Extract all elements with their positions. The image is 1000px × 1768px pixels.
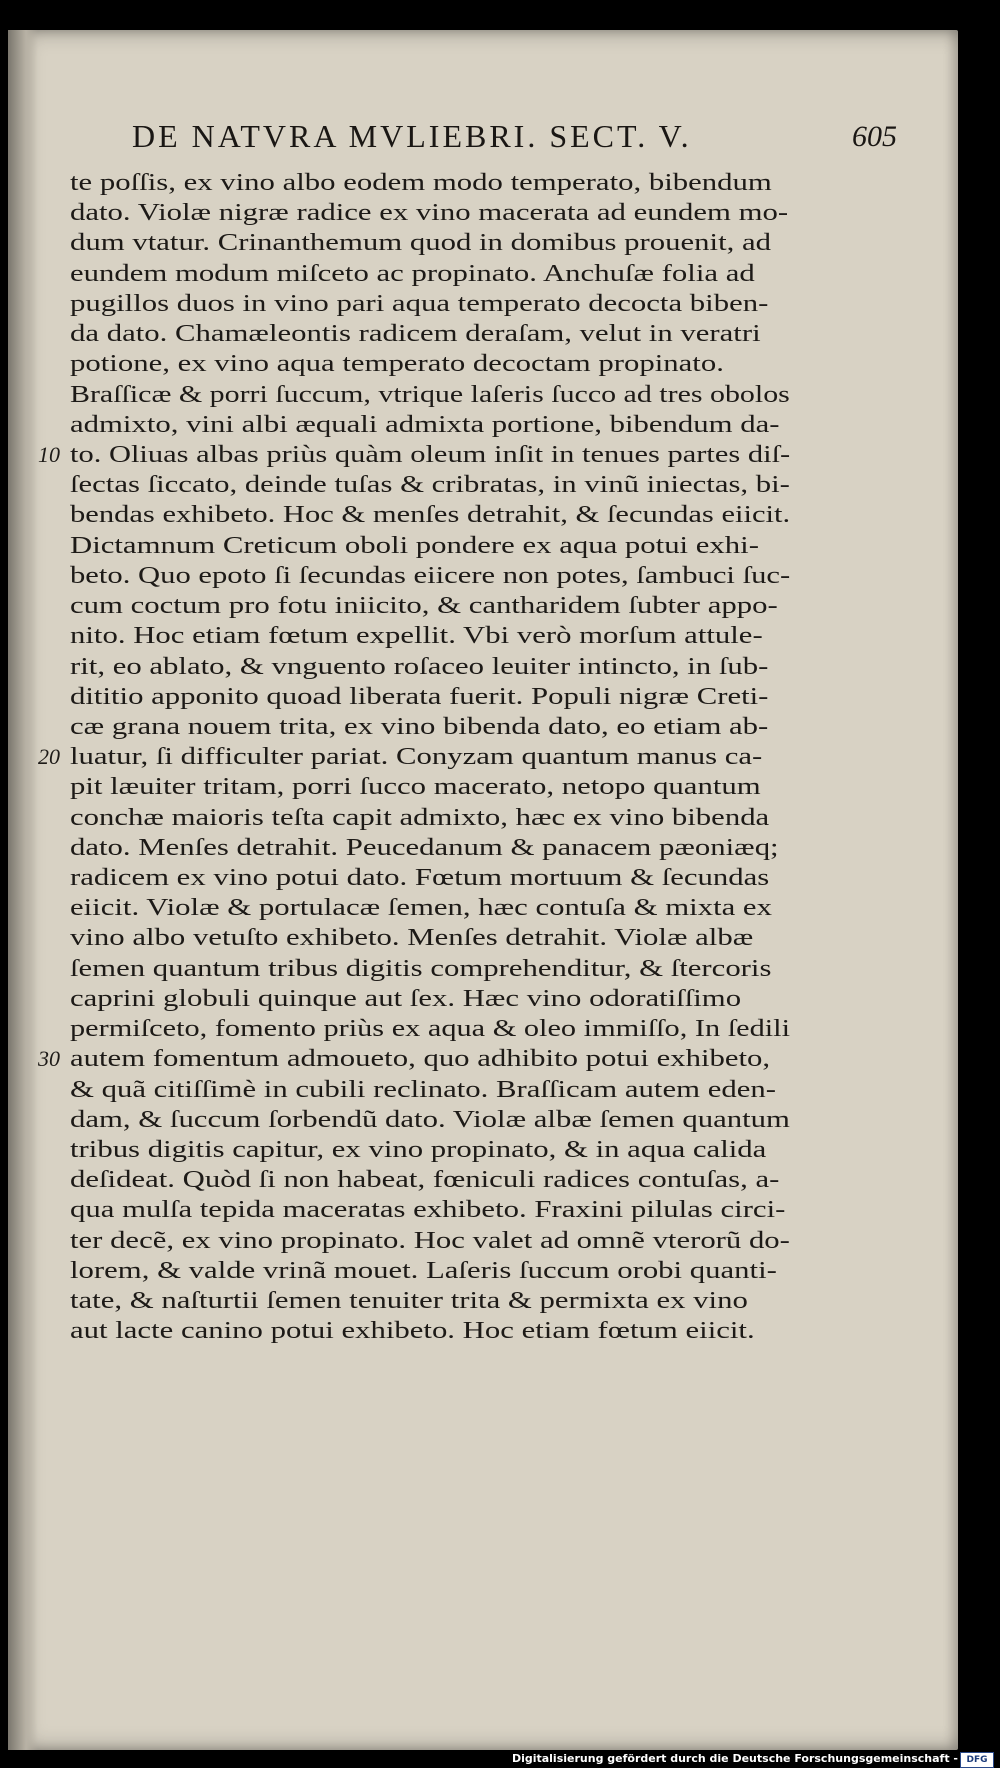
page-number: 605 bbox=[852, 120, 897, 153]
page-body-text bbox=[38, 168, 791, 1347]
text-line bbox=[70, 561, 790, 591]
text-line bbox=[70, 319, 790, 349]
text-line bbox=[70, 591, 790, 621]
line-number: 20 bbox=[38, 744, 60, 770]
text-line bbox=[70, 863, 790, 893]
text-line bbox=[70, 198, 790, 228]
page-header bbox=[132, 118, 932, 158]
text-line bbox=[38, 742, 790, 772]
text-line bbox=[70, 712, 790, 742]
text-line bbox=[70, 1316, 790, 1346]
text-line bbox=[70, 1014, 790, 1044]
text-line bbox=[70, 682, 790, 712]
line-text: dum vtatur. Crinanthemum quod in domibus prouenit, ad bbox=[70, 229, 772, 257]
line-text: bendas exhibeto. Hoc & menſes detrahit, & ſecundas eiicit. bbox=[70, 501, 791, 529]
line-text: dato. Menſes detrahit. Peucedanum & panacem pæoniæq; bbox=[70, 833, 779, 861]
digitization-credit-bar bbox=[0, 1750, 1000, 1768]
line-number: 30 bbox=[38, 1046, 60, 1072]
text-line bbox=[70, 289, 790, 319]
text-line bbox=[70, 228, 790, 258]
text-line bbox=[70, 1135, 790, 1165]
text-line bbox=[38, 1044, 790, 1074]
line-text: qua mulſa tepida maceratas exhibeto. Fraxini pilulas circi- bbox=[70, 1196, 786, 1224]
line-text: to. Oliuas albas priùs quàm oleum inſit in tenues partes diſ- bbox=[70, 440, 791, 468]
line-text: eiicit. Violæ & portulacæ ſemen, hæc contuſa & mixta ex bbox=[70, 894, 772, 922]
text-line bbox=[70, 1286, 790, 1316]
text-line bbox=[70, 1105, 790, 1135]
line-text: pit læuiter tritam, porri ſucco macerato, netopo quantum bbox=[70, 773, 761, 801]
text-line bbox=[70, 531, 790, 561]
credit-text: Digitalisierung gefördert durch die Deutsche Forschungsgemeinschaft - bbox=[511, 1752, 958, 1765]
line-text: potione, ex vino aqua temperato decoctam propinato. bbox=[70, 350, 724, 378]
text-line bbox=[70, 803, 790, 833]
text-line bbox=[70, 259, 790, 289]
line-text: ter decẽ, ex vino propinato. Hoc valet ad omnẽ vterorũ do- bbox=[70, 1226, 790, 1254]
text-line bbox=[70, 1256, 790, 1286]
line-text: permiſceto, fomento priùs ex aqua & oleo immiſſo, In ſedili bbox=[70, 1015, 791, 1043]
text-line bbox=[70, 349, 790, 379]
text-line bbox=[70, 772, 790, 802]
line-text: tate, & naſturtii ſemen tenuiter trita & permixta ex vino bbox=[70, 1287, 748, 1315]
text-line bbox=[70, 410, 790, 440]
line-text: nito. Hoc etiam fœtum expellit. Vbi verò morſum attule- bbox=[70, 622, 763, 650]
text-line bbox=[70, 1165, 790, 1195]
line-text: luatur, ſi difficulter pariat. Conyzam quantum manus ca- bbox=[70, 743, 763, 771]
line-text: conchæ maioris teſta capit admixto, hæc ex vino bibenda bbox=[70, 803, 770, 831]
text-line bbox=[70, 893, 790, 923]
line-text: ſemen quantum tribus digitis comprehenditur, & ſtercoris bbox=[70, 954, 772, 982]
line-text: rit, eo ablato, & vnguento roſaceo leuiter intincto, in ſub- bbox=[70, 652, 769, 680]
line-text: tribus digitis capitur, ex vino propinato, & in aqua calida bbox=[70, 1136, 767, 1163]
text-line bbox=[70, 168, 790, 198]
line-text: eundem modum miſceto ac propinato. Anchuſæ folia ad bbox=[70, 259, 755, 287]
line-text: da dato. Chamæleontis radicem deraſam, velut in veratri bbox=[70, 320, 761, 348]
text-line bbox=[70, 500, 790, 530]
text-line bbox=[70, 652, 790, 682]
text-line bbox=[38, 440, 791, 470]
text-line bbox=[70, 923, 790, 953]
text-line bbox=[70, 1075, 790, 1105]
line-text: dato. Violæ nigræ radice ex vino macerata ad eundem mo- bbox=[70, 199, 789, 227]
line-text: pugillos duos in vino pari aqua temperato decocta biben- bbox=[70, 289, 769, 317]
text-line bbox=[70, 1195, 790, 1225]
line-text: lorem, & valde vrinã mouet. Laſeris ſuccum orobi quanti- bbox=[70, 1256, 777, 1284]
page-gutter-shadow bbox=[8, 30, 38, 1750]
text-line bbox=[70, 833, 790, 863]
line-text: ſectas ſiccato, deinde tuſas & cribratas, in vinũ iniectas, bi- bbox=[70, 471, 790, 499]
line-text: caprini globuli quinque aut ſex. Hæc vino odoratiſſimo bbox=[70, 984, 742, 1012]
line-text: radicem ex vino potui dato. Fœtum mortuum & ſecundas bbox=[70, 864, 770, 892]
dfg-logo bbox=[960, 1752, 994, 1768]
line-text: Dictamnum Creticum oboli pondere ex aqua potui exhi- bbox=[70, 531, 759, 559]
line-text: dititio apponito quoad liberata fuerit. Populi nigræ Creti- bbox=[70, 682, 769, 710]
line-text: vino albo vetuſto exhibeto. Menſes detrahit. Violæ albæ bbox=[70, 924, 754, 952]
line-text: & quã citiſſimè in cubili reclinato. Braſſicam autem eden- bbox=[70, 1075, 776, 1103]
line-text: deſideat. Quòd ſi non habeat, fœniculi radices contuſas, a- bbox=[70, 1166, 780, 1194]
dfg-logo-text: DFG bbox=[966, 1755, 988, 1765]
text-line bbox=[70, 1226, 790, 1256]
line-text: autem fomentum admoueto, quo adhibito potui exhibeto, bbox=[70, 1045, 771, 1073]
text-line bbox=[70, 984, 790, 1014]
line-text: te poſſis, ex vino albo eodem modo temperato, bibendum bbox=[70, 169, 772, 196]
line-text: cæ grana nouem trita, ex vino bibenda dato, eo etiam ab- bbox=[70, 712, 769, 740]
text-line bbox=[70, 380, 790, 410]
line-text: Braſſicæ & porri ſuccum, vtrique laſeris ſucco ad tres obolos bbox=[70, 380, 790, 408]
running-head: DE NATVRA MVLIEBRI. SECT. V. bbox=[132, 118, 692, 154]
line-text: beto. Quo epoto ſi ſecundas eiicere non potes, ſambuci ſuc- bbox=[70, 561, 791, 589]
line-number: 10 bbox=[38, 441, 60, 467]
line-text: aut lacte canino potui exhibeto. Hoc etiam fœtum eiicit. bbox=[70, 1317, 755, 1345]
line-text: cum coctum pro fotu iniicito, & cantharidem ſubter appo- bbox=[70, 592, 778, 620]
text-line bbox=[70, 954, 790, 984]
line-text: admixto, vini albi æquali admixta portione, bibendum da- bbox=[70, 410, 780, 438]
line-text: dam, & ſuccum ſorbendũ dato. Violæ albæ ſemen quantum bbox=[70, 1105, 790, 1133]
text-line bbox=[70, 621, 790, 651]
text-line bbox=[70, 470, 790, 500]
